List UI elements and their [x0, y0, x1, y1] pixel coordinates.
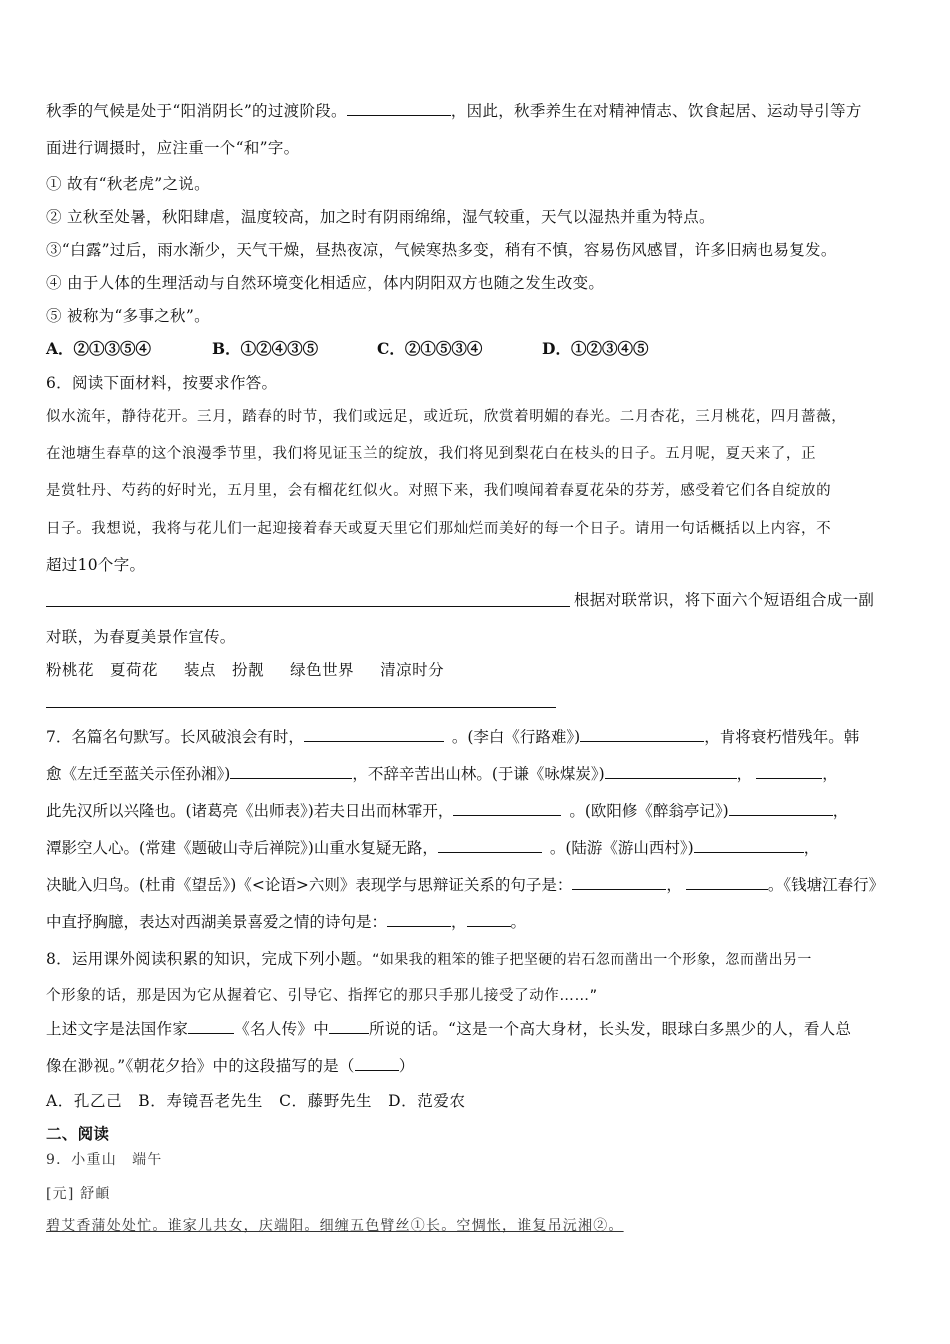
q6-phrase-list: [46, 660, 444, 680]
answer-blank[interactable]: [230, 764, 352, 779]
q8-line-4: [46, 1056, 415, 1076]
q7-text: 潭影空人心。(常建《题破山寺后禅院》)山重水复疑无路，: [46, 839, 438, 857]
q5-sentence-5: ⑤ 被称为“多事之秋”。: [46, 307, 210, 325]
answer-blank[interactable]: [729, 801, 833, 816]
q9-title: 9．小重山 端午: [46, 1152, 163, 1168]
q5-option-a[interactable]: A．②①③⑤④: [46, 339, 152, 358]
answer-blank[interactable]: [453, 801, 561, 816]
q8-line-3: [46, 1019, 851, 1039]
phrase: 装点: [184, 661, 217, 679]
q6-passage-line-5: 超过10个字。: [46, 556, 146, 574]
q6-passage-line-2: 在池塘生春草的这个浪漫季节里，我们将见证玉兰的绽放，我们将见到梨花白在枝头的日子。五月呢，夏天来了，正: [46, 446, 817, 462]
answer-blank[interactable]: [438, 838, 542, 853]
q7-text: ，: [803, 839, 820, 857]
q6-title: 6．阅读下面材料，按要求作答。: [46, 374, 278, 392]
phrase: 清凉时分: [380, 661, 445, 679]
q7-text: ，: [822, 765, 838, 783]
q7-text: ，: [666, 876, 682, 894]
q7-line-4: [46, 838, 819, 858]
q6-passage-line-1: 似水流年，静待花开。三月，踏春的时节，我们或远足，或近玩，欣赏着明媚的春光。二月杏花，三月桃花，四月蔷薇，: [46, 409, 847, 425]
q7-text: 此先汉所以兴隆也。(诸葛亮《出师表》)若夫日出而林霏开，: [46, 802, 454, 820]
phrase: 夏荷花: [110, 661, 159, 679]
q7-line-6: [46, 912, 526, 932]
q6-answer-line-2[interactable]: [46, 707, 556, 708]
q5-line-1-b: ，因此，秋季养生在对精神情志、饮食起居、运动导引等方: [450, 102, 862, 120]
answer-blank[interactable]: [694, 838, 804, 853]
answer-blank[interactable]: [686, 875, 768, 890]
q7-text: 7．名篇名句默写。长风破浪会有时，: [46, 728, 304, 746]
q6-couplet-intro: 根据对联常识，将下面六个短语组合成一副: [574, 591, 875, 609]
q7-text: 中直抒胸臆，表达对西湖美景喜爱之情的诗句是：: [46, 913, 388, 931]
q7-text: 愈《左迁至蓝关示侄孙湘》): [46, 765, 231, 783]
q7-line-3: [46, 801, 848, 821]
q5-line-1: [46, 101, 862, 121]
q7-text: ，: [451, 913, 467, 931]
q8-line-2: 个形象的话，那是因为它从握着它、引导它、指挥它的那只手那儿接受了动作……”: [46, 988, 598, 1004]
answer-blank[interactable]: [605, 764, 737, 779]
q7-line-5: [46, 875, 884, 895]
q5-sentence-3: ③“白露”过后，雨水渐少，天气干燥，昼热夜凉，气候寒热多变，稍有不慎，容易伤风感冒，许多旧病也易复发。: [46, 241, 837, 259]
q7-text: ，肯将衰朽惜残年。韩: [704, 728, 860, 746]
q6-passage-line-3: 是赏牡丹、芍药的好时光，五月里，会有榴花红似火。对照下来，我们嗅闻着春夏花朵的芬芳，感受着它们各自绽放的: [46, 483, 832, 499]
q8-line-1: [46, 949, 812, 970]
q8-text: 上述文字是法国作家: [46, 1020, 189, 1038]
q7-text: ，不辞辛苦出山林。(于谦《咏煤炭》): [352, 765, 605, 783]
answer-blank[interactable]: [355, 1056, 399, 1071]
answer-blank[interactable]: [188, 1019, 234, 1034]
q9-author: [元] 舒頔: [46, 1186, 111, 1202]
q5-option-d[interactable]: D．①②③④⑤: [542, 339, 649, 358]
q7-text: 决眦入归鸟。(杜甫《望岳》)《<论语>六则》表现学与思辩证关系的句子是：: [46, 876, 573, 894]
q6-passage-line-4: [46, 518, 831, 539]
phrase: 绿色世界: [290, 661, 355, 679]
q8-text: 所说的话。“这是一个高大身材，长头发，眼球白多黑少的人，看人总: [369, 1020, 852, 1038]
q9-verse: 碧艾香蒲处处忙。谁家儿共女，庆端阳。细缠五色臂丝①长。空惆怅，谁复吊沅湘②。: [46, 1218, 624, 1234]
q7-text: 。《钱塘江春行》: [767, 876, 885, 894]
q6-answer-line-1[interactable]: [46, 606, 570, 607]
q7-text: ，: [832, 802, 849, 820]
q7-text: 。: [510, 913, 527, 931]
q8-text: 像在渺视。”《朝花夕拾》中的这段描写的是（: [46, 1057, 355, 1075]
answer-blank[interactable]: [387, 912, 451, 927]
answer-blank[interactable]: [467, 912, 511, 927]
q5-sentence-2: ② 立秋至处暑，秋阳肆虐，温度较高，加之时有阴雨绵绵，湿气较重，天气以湿热并重为特点。: [46, 208, 715, 226]
answer-blank[interactable]: [580, 727, 704, 742]
q6-passage-line-4-text: 日子。我想说，我将与花儿们一起迎接着春天或夏天里它们那灿烂而美好的每一个日子。请用一句话概括以上内容，不: [46, 521, 832, 537]
q5-sentence-1: ① 故有“秋老虎”之说。: [46, 175, 210, 193]
q7-text: ，: [736, 765, 753, 783]
answer-blank[interactable]: [756, 764, 822, 779]
answer-blank[interactable]: [572, 875, 666, 890]
phrase: 粉桃花: [46, 661, 95, 679]
answer-blank[interactable]: [304, 727, 444, 742]
q7-line-1: [46, 727, 859, 747]
q7-text: 。(李白《行路难》): [451, 728, 581, 746]
q8-options[interactable]: A．孔乙己 B．寿镜吾老先生 C．藤野先生 D．范爱农: [46, 1092, 466, 1110]
q5-line-1-a: 秋季的气候是处于“阳消阴长”的过渡阶段。: [46, 102, 347, 120]
answer-blank[interactable]: [347, 101, 451, 116]
q5-sentence-4: ④ 由于人体的生理活动与自然环境变化相适应，体内阴阳双方也随之发生改变。: [46, 274, 605, 292]
q8-text: 8．运用课外阅读积累的知识，完成下列小题。: [46, 950, 373, 968]
q5-option-b[interactable]: B．①②④③⑤: [212, 339, 319, 358]
q8-text: ）: [398, 1057, 415, 1075]
section-2-title: 二、阅读: [46, 1124, 110, 1143]
q7-text: 。(陆游《游山西村》): [549, 839, 694, 857]
q7-text: 。(欧阳修《醉翁亭记》): [569, 802, 729, 820]
q5-line-2: 面进行调摄时，应注重一个“和”字。: [46, 139, 300, 157]
q5-option-c[interactable]: C．②①⑤③④: [377, 339, 483, 358]
phrase: 扮靓: [232, 661, 265, 679]
q8-text: 《名人传》中: [234, 1020, 330, 1038]
answer-blank[interactable]: [329, 1019, 369, 1034]
q7-line-2: [46, 764, 838, 784]
q6-couplet-intro-cont: 对联，为春夏美景作宣传。: [46, 628, 236, 646]
q8-quote: “如果我的粗笨的锥子把坚硬的岩石忽而凿出一个形象，忽而凿出另一: [372, 952, 812, 968]
